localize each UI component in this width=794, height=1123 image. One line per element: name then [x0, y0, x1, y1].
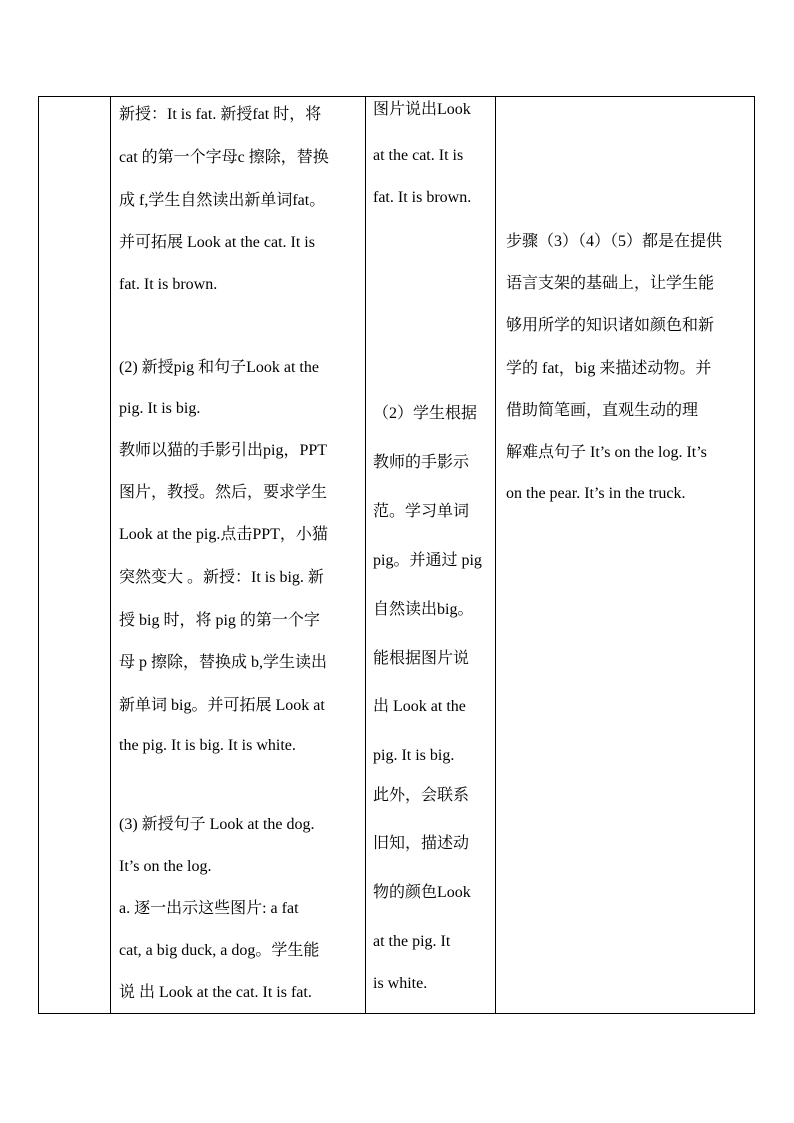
- lesson-table: [38, 96, 755, 1014]
- student-activity-cell: [366, 97, 495, 1013]
- teacher-activity-line: 并可拓展 Look at the cat. It is: [119, 234, 315, 251]
- design-intent-line: on the pear. It’s in the truck.: [506, 485, 686, 502]
- teacher-activity-line: 母 p 擦除，替换成 b,学生读出: [119, 654, 328, 671]
- student-activity-line: is white.: [373, 975, 428, 992]
- student-activity-line: （2）学生根据: [373, 405, 478, 422]
- student-activity-line: 能根据图片说: [373, 650, 470, 667]
- student-activity-line: 教师的手影示: [373, 454, 470, 471]
- teacher-activity-line: 成 f,学生自然读出新单词fat。: [119, 192, 326, 209]
- student-activity-line: pig。并通过 pig: [373, 552, 482, 569]
- teacher-activity-line: 图片，教授。然后，要求学生: [119, 484, 328, 501]
- teacher-activity-line: (3) 新授句子 Look at the dog.: [119, 816, 315, 833]
- student-activity-line: 自然读出big。: [373, 601, 474, 618]
- design-intent-line: 借助简笔画，直观生动的理: [506, 402, 699, 419]
- student-activity-line: 此外，会联系: [373, 787, 470, 804]
- teacher-activity-cell: [111, 97, 365, 1013]
- teacher-activity-line: pig. It is big.: [119, 400, 201, 417]
- teacher-activity-line: 新授：It is fat. 新授fat 时，将: [119, 106, 322, 123]
- design-intent-line: 步骤（3）（4）（5）都是在提供: [506, 233, 723, 250]
- design-intent-line: 解难点句子 It’s on the log. It’s: [506, 444, 707, 461]
- student-activity-line: at the pig. It: [373, 933, 451, 950]
- teacher-activity-line: Look at the pig.点击PPT，小猫: [119, 526, 328, 543]
- student-activity-line: 范。学习单词: [373, 503, 470, 520]
- student-activity-line: 物的颜色Look: [373, 884, 471, 901]
- teacher-activity-line: 新单词 big。并可拓展 Look at: [119, 697, 325, 714]
- teacher-activity-line: cat, a big duck, a dog。学生能: [119, 942, 320, 959]
- teacher-activity-line: 教师以猫的手影引出pig，PPT: [119, 442, 328, 459]
- teacher-activity-line: 说 出 Look at the cat. It is fat.: [119, 984, 312, 1001]
- teacher-activity-line: 突然变大 。新授：It is big. 新: [119, 569, 324, 586]
- student-activity-line: 旧知，描述动: [373, 835, 470, 852]
- design-intent-line: 语言支架的基础上，让学生能: [506, 275, 715, 292]
- design-intent-line: 够用所学的知识诸如颜色和新: [506, 317, 715, 334]
- teacher-activity-line: the pig. It is big. It is white.: [119, 737, 296, 754]
- teacher-activity-line: It’s on the log.: [119, 858, 212, 875]
- teacher-activity-line: (2) 新授pig 和句子Look at the: [119, 359, 319, 376]
- step-cell-empty: [39, 97, 110, 1013]
- teacher-activity-line: a. 逐一出示这些图片: a fat: [119, 900, 299, 917]
- student-activity-line: 出 Look at the: [373, 698, 466, 715]
- teacher-activity-line: cat 的第一个字母c 擦除，替换: [119, 149, 329, 166]
- student-activity-line: fat. It is brown.: [373, 189, 472, 206]
- student-activity-line: 图片说出Look: [373, 101, 471, 118]
- student-activity-line: pig. It is big.: [373, 747, 455, 764]
- design-intent-line: 学的 fat，big 来描述动物。并: [506, 360, 712, 377]
- student-activity-line: at the cat. It is: [373, 147, 464, 164]
- teacher-activity-line: 授 big 时，将 pig 的第一个字: [119, 612, 320, 629]
- teacher-activity-line: fat. It is brown.: [119, 276, 218, 293]
- design-intent-cell: [496, 97, 756, 1013]
